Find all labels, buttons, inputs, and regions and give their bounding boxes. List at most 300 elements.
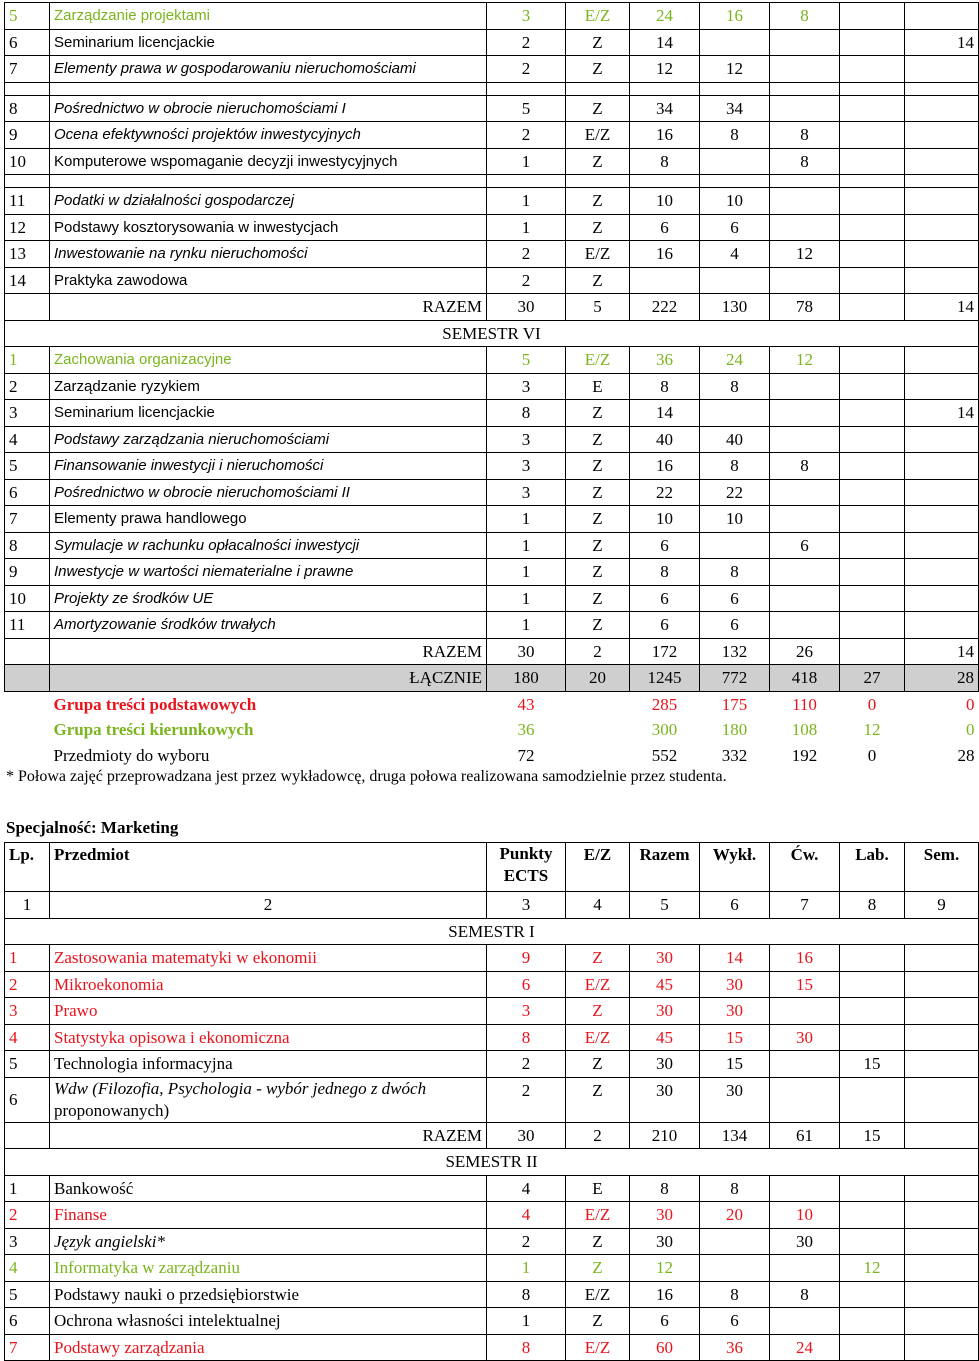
course-ez: Z: [566, 400, 630, 427]
empty-cell: [566, 175, 630, 188]
course-wykl: 30: [700, 971, 770, 998]
course-cw: [770, 1175, 840, 1202]
course-wykl: [700, 1228, 770, 1255]
course-cw: [770, 1308, 840, 1335]
course-row: [5, 400, 979, 427]
course-row: [5, 1051, 979, 1078]
course-lab: [840, 1077, 905, 1122]
course-cw: 30: [770, 1024, 840, 1051]
course-ects: 2: [487, 122, 566, 149]
specialty-title: Specjalność: Marketing: [6, 818, 179, 837]
course-cw: 8: [770, 1281, 840, 1308]
sum-label: RAZEM: [50, 638, 487, 665]
course-wykl: 10: [700, 188, 770, 215]
empty-cell: [487, 175, 566, 188]
course-ects: 3: [487, 998, 566, 1025]
course-ez: Z: [566, 188, 630, 215]
course-razem: 6: [630, 1308, 700, 1335]
course-ects: 1: [487, 214, 566, 241]
course-ez: Z: [566, 1255, 630, 1282]
course-ez: Z: [566, 148, 630, 175]
semester-header: SEMESTR I: [5, 918, 979, 945]
course-sem: [905, 1228, 979, 1255]
empty-cell: [5, 82, 50, 95]
course-ez: Z: [566, 506, 630, 533]
course-ez: Z: [566, 1077, 630, 1122]
course-lab: [840, 506, 905, 533]
course-cw: 30: [770, 1228, 840, 1255]
course-lab: [840, 56, 905, 83]
semester-header-row: [5, 918, 979, 945]
course-row: [5, 56, 979, 83]
course-cw: [770, 479, 840, 506]
group-wykl: 180: [721, 720, 748, 739]
course-lab: [840, 945, 905, 972]
course-cw: 8: [770, 453, 840, 480]
content-group-row: [5, 717, 979, 743]
course-razem: 6: [630, 612, 700, 639]
course-razem: 34: [630, 95, 700, 122]
course-cw: 12: [770, 347, 840, 374]
course-cw: 15: [770, 971, 840, 998]
course-number: 4: [5, 426, 50, 453]
course-row: [5, 506, 979, 533]
course-name-part: Wdw (Filozofia, Psychologia - wybór jednego z dwóch: [54, 1078, 427, 1098]
course-sem: [905, 1281, 979, 1308]
group-label: Grupa treści podstawowych: [53, 694, 257, 714]
header-ez: E/Z: [566, 843, 630, 892]
empty-cell: [630, 82, 700, 95]
course-lab: [840, 148, 905, 175]
empty-cell: [840, 82, 905, 95]
course-razem: 14: [630, 29, 700, 56]
sum-wykl: 134: [700, 1122, 770, 1149]
course-ez: E/Z: [566, 1202, 630, 1229]
course-ez: Z: [566, 1308, 630, 1335]
course-name: Projekty ze środków UE: [50, 585, 487, 612]
course-cw: [770, 1077, 840, 1122]
course-lab: [840, 347, 905, 374]
course-ects: 1: [487, 506, 566, 533]
course-sem: [905, 1077, 979, 1122]
course-wykl: 6: [700, 612, 770, 639]
sum-cw: 418: [770, 665, 840, 692]
course-cw: [770, 506, 840, 533]
course-name: Praktyka zawodowa: [50, 267, 487, 294]
course-number: 6: [5, 1308, 50, 1335]
course-name: Język angielski*: [50, 1228, 487, 1255]
column-number: 6: [700, 892, 770, 919]
course-number: 6: [5, 479, 50, 506]
course-sem: 14: [905, 29, 979, 56]
course-ects: 1: [487, 559, 566, 586]
course-wykl: [700, 1255, 770, 1282]
course-sem: [905, 426, 979, 453]
course-name-part: proponowanych): [54, 1100, 170, 1120]
empty-cell: [566, 82, 630, 95]
course-name: Mikroekonomia: [50, 971, 487, 998]
group-lab: 0: [867, 694, 877, 714]
group-cw: 110: [792, 694, 817, 714]
course-cw: 8: [770, 148, 840, 175]
total-label: ŁĄCZNIE: [50, 665, 487, 692]
group-sem: 0: [966, 720, 975, 739]
course-wykl: 8: [700, 373, 770, 400]
course-number: 6: [5, 29, 50, 56]
course-ez: Z: [566, 95, 630, 122]
spacer-row: [5, 82, 979, 95]
sum-ez: 20: [566, 665, 630, 692]
course-sem: [905, 373, 979, 400]
sum-label: RAZEM: [50, 294, 487, 321]
course-wykl: 24: [700, 347, 770, 374]
course-ez: Z: [566, 1228, 630, 1255]
course-number: 8: [5, 532, 50, 559]
course-razem: 16: [630, 453, 700, 480]
course-lab: [840, 1334, 905, 1361]
semester-header-row: [5, 320, 979, 347]
course-ects: 8: [487, 1281, 566, 1308]
course-name: Pośrednictwo w obrocie nieruchomościami I: [50, 95, 487, 122]
course-number: 5: [5, 453, 50, 480]
course-row: [5, 585, 979, 612]
course-number: 14: [5, 267, 50, 294]
sum-lab: [840, 294, 905, 321]
sum-ects: 180: [487, 665, 566, 692]
course-cw: 10: [770, 1202, 840, 1229]
course-row: [5, 347, 979, 374]
course-cw: 16: [770, 945, 840, 972]
footnote: * Połowa zajęć przeprowadzana jest przez wykładowcę, druga połowa realizowana samodzielnie przez studenta.: [6, 768, 727, 785]
course-sem: [905, 1202, 979, 1229]
course-cw: [770, 267, 840, 294]
course-lab: [840, 1228, 905, 1255]
group-cw: 192: [791, 745, 818, 765]
group-razem: 552: [651, 745, 678, 765]
course-ez: E/Z: [566, 1024, 630, 1051]
group-ects: 43: [517, 694, 535, 714]
empty-cell: [50, 82, 487, 95]
course-row: [5, 1077, 979, 1122]
course-cw: 8: [770, 3, 840, 30]
sum-razem: 1245: [630, 665, 700, 692]
course-razem: 30: [630, 1051, 700, 1078]
course-row: [5, 1334, 979, 1361]
course-lab: [840, 426, 905, 453]
course-ects: 3: [487, 426, 566, 453]
course-number: 5: [5, 1281, 50, 1308]
column-number: 7: [770, 892, 840, 919]
sum-sem: 14: [905, 638, 979, 665]
course-sem: [905, 1024, 979, 1051]
course-number: 9: [5, 559, 50, 586]
course-ects: 1: [487, 1308, 566, 1335]
course-razem: 16: [630, 241, 700, 268]
empty-cell: [840, 175, 905, 188]
course-sem: [905, 479, 979, 506]
course-row: [5, 3, 979, 30]
empty-cell: [5, 717, 50, 743]
course-name: Podstawy zarządzania: [50, 1334, 487, 1361]
grand-total-row: [5, 665, 979, 692]
course-number: 3: [5, 998, 50, 1025]
course-row: [5, 1255, 979, 1282]
course-name: Symulacje w rachunku opłacalności inwestycji: [50, 532, 487, 559]
course-sem: 14: [905, 400, 979, 427]
course-wykl: 22: [700, 479, 770, 506]
course-number: 1: [5, 347, 50, 374]
course-name: Podstawy kosztorysowania w inwestycjach: [50, 214, 487, 241]
sum-wykl: 772: [700, 665, 770, 692]
course-razem: 22: [630, 479, 700, 506]
course-ects: 2: [487, 1077, 566, 1122]
course-ez: Z: [566, 426, 630, 453]
course-number: 5: [5, 3, 50, 30]
course-sem: [905, 971, 979, 998]
course-number: 2: [5, 373, 50, 400]
course-number: 9: [5, 122, 50, 149]
header-subject: Przedmiot: [50, 843, 487, 892]
course-name: Elementy prawa handlowego: [50, 506, 487, 533]
empty-cell: [5, 638, 50, 665]
course-razem: 14: [630, 400, 700, 427]
course-number: 1: [5, 1175, 50, 1202]
sum-cw: 78: [770, 294, 840, 321]
course-sem: [905, 347, 979, 374]
course-name: Ochrona własności intelektualnej: [50, 1308, 487, 1335]
header-lab: Lab.: [840, 843, 905, 892]
course-ects: 3: [487, 453, 566, 480]
course-name: Podatki w działalności gospodarczej: [50, 188, 487, 215]
course-cw: [770, 95, 840, 122]
course-number: 12: [5, 214, 50, 241]
course-ects: 2: [487, 1228, 566, 1255]
semester-sum-row: [5, 638, 979, 665]
sum-ez: 2: [566, 638, 630, 665]
course-cw: 6: [770, 532, 840, 559]
course-razem: 30: [630, 945, 700, 972]
column-number: 1: [5, 892, 50, 919]
sum-ez: 5: [566, 294, 630, 321]
column-header-row: [5, 843, 979, 892]
group-cw: 108: [791, 720, 818, 739]
course-ez: Z: [566, 585, 630, 612]
course-lab: [840, 188, 905, 215]
course-razem: 6: [630, 532, 700, 559]
group-label: Przedmioty do wyboru: [53, 745, 210, 765]
course-ez: Z: [566, 29, 630, 56]
course-ez: E/Z: [566, 1334, 630, 1361]
course-sem: [905, 1175, 979, 1202]
course-lab: [840, 998, 905, 1025]
sum-lab: [840, 638, 905, 665]
course-number: 13: [5, 241, 50, 268]
course-cw: [770, 29, 840, 56]
group-label: Grupa treści kierunkowych: [53, 720, 254, 739]
course-number: 10: [5, 585, 50, 612]
course-wykl: 15: [700, 1051, 770, 1078]
course-number: 7: [5, 1334, 50, 1361]
course-wykl: 16: [700, 3, 770, 30]
course-ects: 1: [487, 585, 566, 612]
course-number: 2: [5, 1202, 50, 1229]
empty-cell: [905, 82, 979, 95]
course-sem: [905, 1255, 979, 1282]
group-ects: 72: [517, 745, 535, 765]
sum-razem: 210: [630, 1122, 700, 1149]
course-ez: Z: [566, 267, 630, 294]
course-cw: [770, 426, 840, 453]
course-row: [5, 479, 979, 506]
course-razem: [630, 267, 700, 294]
curriculum-table-marketing: [4, 842, 979, 1361]
semester-header: SEMESTR VI: [5, 320, 979, 347]
course-row: [5, 612, 979, 639]
empty-cell: [905, 175, 979, 188]
course-row: [5, 559, 979, 586]
course-row: [5, 214, 979, 241]
course-row: [5, 148, 979, 175]
group-wykl: 332: [721, 745, 748, 765]
course-wykl: 8: [700, 1175, 770, 1202]
course-ez: E/Z: [566, 241, 630, 268]
course-wykl: 34: [700, 95, 770, 122]
course-wykl: 8: [700, 122, 770, 149]
course-number: 10: [5, 148, 50, 175]
header-exercises: Ćw.: [770, 843, 840, 892]
course-lab: [840, 585, 905, 612]
course-number: 3: [5, 400, 50, 427]
course-wykl: 30: [700, 998, 770, 1025]
course-name: Elementy prawa w gospodarowaniu nieruchomościami: [50, 56, 487, 83]
column-number: 8: [840, 892, 905, 919]
course-row: [5, 426, 979, 453]
course-wykl: [700, 267, 770, 294]
course-cw: [770, 56, 840, 83]
sum-razem: 172: [630, 638, 700, 665]
spacer-row: [5, 175, 979, 188]
semester-sum-row: [5, 1122, 979, 1149]
course-ez: Z: [566, 945, 630, 972]
course-razem: 60: [630, 1334, 700, 1361]
course-row: [5, 971, 979, 998]
sum-sem: 14: [905, 294, 979, 321]
empty-cell: [487, 82, 566, 95]
course-ects: 2: [487, 29, 566, 56]
column-number: 9: [905, 892, 979, 919]
course-ects: 8: [487, 1024, 566, 1051]
course-ects: 1: [487, 1255, 566, 1282]
course-row: [5, 945, 979, 972]
course-ects: 2: [487, 241, 566, 268]
course-row: [5, 241, 979, 268]
course-ects: 4: [487, 1175, 566, 1202]
course-sem: [905, 1051, 979, 1078]
course-row: [5, 453, 979, 480]
course-ez: Z: [566, 453, 630, 480]
course-razem: 6: [630, 214, 700, 241]
sum-lab: 15: [840, 1122, 905, 1149]
course-lab: 12: [840, 1255, 905, 1282]
course-cw: [770, 373, 840, 400]
semester-header-row: [5, 1149, 979, 1176]
course-lab: [840, 971, 905, 998]
course-sem: [905, 241, 979, 268]
course-lab: [840, 559, 905, 586]
course-razem: 16: [630, 122, 700, 149]
course-ects: 3: [487, 3, 566, 30]
header-ects: Punkty ECTS: [487, 843, 566, 892]
course-number: 11: [5, 188, 50, 215]
course-cw: [770, 585, 840, 612]
course-ects: 2: [487, 267, 566, 294]
empty-cell: [5, 175, 50, 188]
course-name: Seminarium licencjackie: [50, 29, 487, 56]
course-sem: [905, 56, 979, 83]
course-wykl: [700, 29, 770, 56]
course-number: 5: [5, 1051, 50, 1078]
sum-razem: 222: [630, 294, 700, 321]
course-cw: [770, 1255, 840, 1282]
course-name: Komputerowe wspomaganie decyzji inwestycyjnych: [50, 148, 487, 175]
course-sem: [905, 1308, 979, 1335]
course-lab: [840, 29, 905, 56]
course-ects: 1: [487, 188, 566, 215]
course-row: [5, 532, 979, 559]
course-row: [5, 1024, 979, 1051]
course-name: Inwestycje w wartości niematerialne i prawne: [50, 559, 487, 586]
course-lab: [840, 95, 905, 122]
course-cw: [770, 400, 840, 427]
course-sem: [905, 585, 979, 612]
group-razem: 300: [651, 720, 678, 739]
course-cw: [770, 188, 840, 215]
group-ez: [566, 743, 630, 769]
course-wykl: 6: [700, 585, 770, 612]
course-wykl: 20: [700, 1202, 770, 1229]
course-row: [5, 188, 979, 215]
course-name: Ocena efektywności projektów inwestycyjnych: [50, 122, 487, 149]
course-ez: E/Z: [566, 971, 630, 998]
course-razem: 30: [630, 1228, 700, 1255]
sum-sem: 28: [905, 665, 979, 692]
course-lab: [840, 1308, 905, 1335]
course-row: [5, 1175, 979, 1202]
course-ez: E: [566, 373, 630, 400]
header-seminar: Sem.: [905, 843, 979, 892]
curriculum-table-top: [4, 2, 979, 768]
header-lectures: Wykł.: [700, 843, 770, 892]
sum-ects: 30: [487, 638, 566, 665]
course-name: Zarządzanie ryzykiem: [50, 373, 487, 400]
course-razem: 8: [630, 373, 700, 400]
course-sem: [905, 945, 979, 972]
course-number: 11: [5, 612, 50, 639]
course-name: [50, 1077, 487, 1122]
course-ects: 1: [487, 612, 566, 639]
course-razem: 30: [630, 998, 700, 1025]
course-wykl: 10: [700, 506, 770, 533]
course-wykl: 6: [700, 1308, 770, 1335]
course-number: 6: [5, 1077, 50, 1122]
course-ects: 3: [487, 373, 566, 400]
course-razem: 24: [630, 3, 700, 30]
header-total: Razem: [630, 843, 700, 892]
course-razem: 12: [630, 56, 700, 83]
sum-ects: 30: [487, 1122, 566, 1149]
group-razem: 285: [651, 694, 678, 714]
sum-ez: 2: [566, 1122, 630, 1149]
